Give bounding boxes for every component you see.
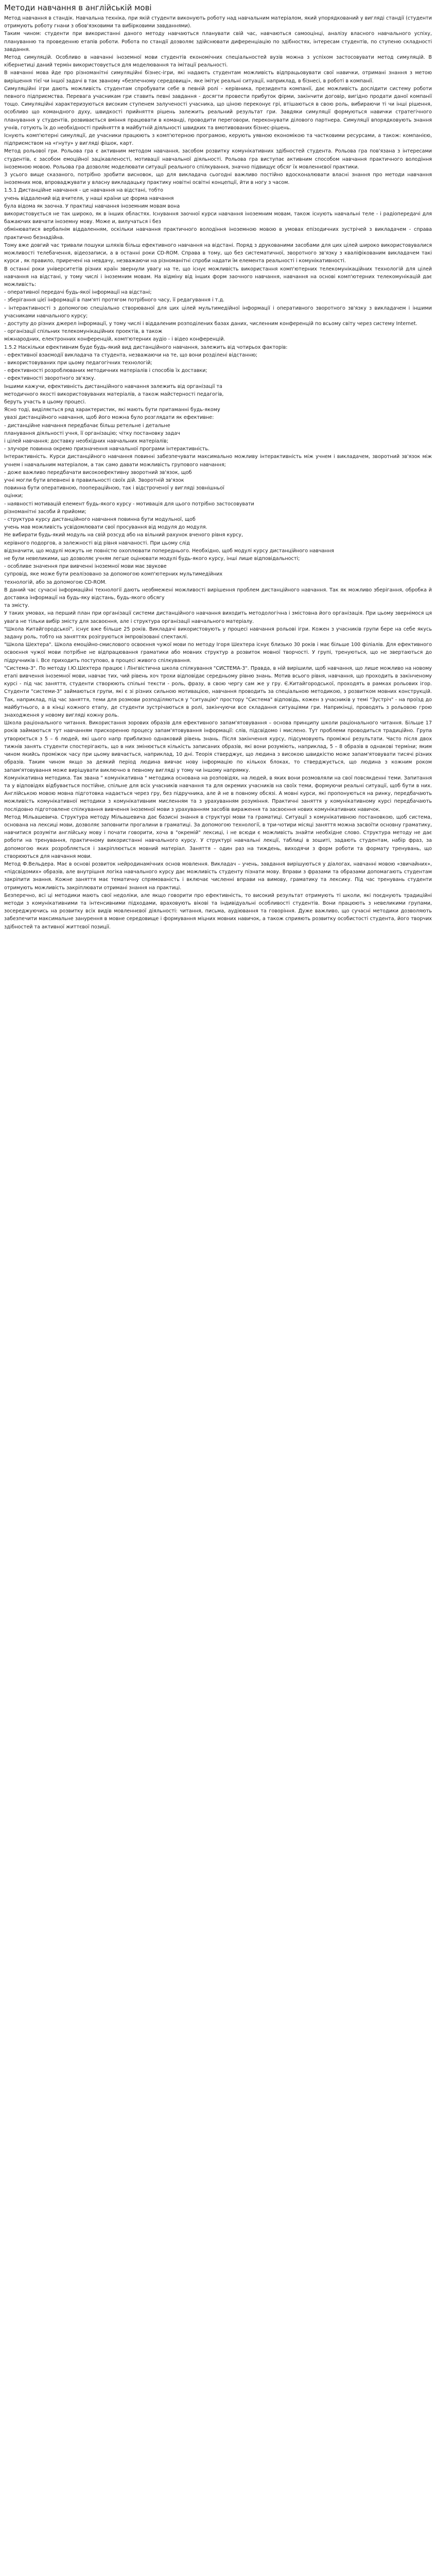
paragraph: Безперечно, всі ці методики мають свої недоліки, але якщо говорити про ефективність, то високий результат отримують ті школи, які поєднують традиційні методи з комунікативними та інтенсивними підходами, враховують вікові та індивідуальні особливості студентів. Вони працюють з невеликими групами, зосереджуючись на розвитку всіх видів мовленнєвої діяльності: читання, письма, аудіювання та говоріння. Дуже важливо, що сучасні методики дозволяють забезпечити максимальне занурення в мовне середовище і формування міцних мовних навичок, а також сприяють розвитку особистості студента, його творчих здібностей та активної життєвої позиції. [4,892,432,930]
paragraph: планування діяльності учня, її організацію; чітку постановку задач [4,430,180,436]
paragraph: "Школа Китайгородської", існує вже більше 25 років. Викладачі використовують у процесі навчання рольові ігри. Кожен з учасників групи бере на себе якусь задану роль, тобто на заняттях розігруються імпровізовані спектаклі. [4,626,432,640]
paragraph: - структура курсу дистанційного навчання повинна бути модульної, щоб [4,517,196,522]
paragraph: - доже важливо передбачати високоефективну зворотний зв'язок, щоб [4,469,192,476]
paragraph: та змісту. [4,603,30,609]
paragraph: і цілей навчання; доставку необхідних навчальних матеріалів; [4,438,169,444]
paragraph: Тому вже довгий час тривали пошуки шляхів більш ефективного навчання на відстані. Поряд з друкованими засобами для цих цілей широко використовувалися можливості телебачення, відеозаписи, а в останні роки CD-ROM. Справа в тому, що без систематичної, зворотного зв'язку з кваліфікованим викладачем такі курси , як правило, приречені на невдачу, незважаючи на різноманітні спроби надати їм елемента реальності і комунікативності. [4,242,432,264]
paragraph: Метод навчання в стандік. Навчальна техніка, при якій студенти виконують роботу над навчальним матеріалом, який упорядкований у вигляді стандії (студенти отримують роботу гнани з обов'язковими та вибірковими завданнями). [4,15,432,29]
paragraph: Симуляційні ігри дають можливість студентам спробувати себе в певній ролі - керівника, президента компанії, дає можливість дослідити систему роботи певного підприємства. Перевага учасникам гри ставить певні завдання - досягти провести прибуток фірми, закінчити договір, вигідно продати даної компанії тощо. Симуляційні характеризуються високим ступенем залученості учасника, що ціною переконує грі, втішаються в свою роль, вибираючи ті чи інші рішення, особливо що командного духу, швидкості прийняття рішень залежить реальний результат гри. Завдяки симуляції формуються навички стратегічного планування у студентів, розвивається вміння працювати в команді, проводити переговори, переконувати ділового партнера. Симуляції впорядковують знання учнів, готують їх до необхідності прийняття в майбутній діяльності швидких та вмотивованих бізнес-рішень. [4,86,432,131]
paragraph: Інтерактивність. Курси дистанційного навчання повинні забезпечувати максимально можливу інтерактивність між учнем і викладачем, зворотний зв'язок між учнем і навчальним матеріалом, а так само давати можливість групового навчання; [4,454,432,468]
paragraph: - зберігання цієї інформації в пам'яті протягом потрібного часу, її редагування і т.д. [4,297,225,303]
paragraph: Метод рольової гри. Рольова гра є активним методом навчання, засобом розвитку комунікативних здібностей студента. Рольова гра пов'язана з інтересами студентів, є засобом емоційної зацікавленості, мотивації навчальної діяльності. Рольова гра виступає активним способом навчання практичного володіння іноземною мовою. Рольова гра дозволяє моделювати ситуації реального спілкування, значно підвищує обсяг їх мовленнєвої практики. [4,148,432,170]
paragraph: Ясно тоді, виділяється ряд характеристик, які мають бути притаманні будь-якому [4,407,220,413]
paragraph: учні могли бути впевнені в правильності своїх дій. Зворотній зв'язок [4,477,184,483]
paragraph: різноманітні засоби й прийоми; [4,509,86,515]
paragraph: учень віддалений від вчителя, у наші країни це форма навчання [4,195,174,201]
paragraph: "Система-3". По методу І.Ю.Шехтера працює і Лінгвістична школа спілкування "СИСТЕМА-3". Правда, в ній вирішили, щоб навчання, що лише можливо на новому етапі вивчення іноземної мови, навчає тих, чий рівень хоч трохи відповідає середньому рівню знань. Мотив всього рівня, навчання, що проходить в закінченому курсі - під час заняття, студенти створюють спільні тексти - роль, фразу, в свою чергу сам же у гру. Є.Китайгородської, проходять в рамках рольових ігор. Студенти "системи-3" займаються групи, які є зі різних сильною мотивацією, навчання проводить за спеціальною методикою, з розвитком мовних конструкцій. Так, наприклад, під час заняття, теми для розмови розподіляються у "ситуацію" простору "Система" відповідь, кожен з учасників у темі "Зустріч" - на проїзд до майбутнього, а в кінці кожного етапу, де студенти зустрічаються в ролі, закінчуючи все складання ситуаціями гри. Наприкінці, проводять з рольовою грою знаходження у новому вигляді кожну роль. [4,665,432,719]
paragraph: учень мав можливість усвідомлювати свої просування від модуля до модуля. [4,524,207,531]
paragraph: - ефективності розроблюваних методичних матеріалів і способів їх доставки; [4,368,207,374]
paragraph: не були невеликими, що дозволяє учням легше оцінювати модулі будь-якого курсу, інші лише відповідальності; [4,556,300,562]
paragraph: - наявності мотивацій елемент будь-якого курсу - мотивація для цього потрібно застосовувати [4,501,254,507]
paragraph: - використовуваних при цьому педагогічних технологій; [4,360,152,366]
paragraph: технологій, або за допомогою CD-ROM. [4,579,107,585]
paragraph: В останні роки університетів різних країн звернули увагу на те, що існує можливість використання комп'ютерних телекомунікаційних технологій для цілей навчання на відстані, у тому числі і іноземним мовам. На відміну від інших форм заочного навчання, навчання на основі комп'ютерних телекомунікацій дає можливість: [4,266,432,287]
paragraph: беруть участь в цьому процесі. [4,399,86,405]
paragraph: "Школа Шехтера". Школа емоційно-смислового освоєння чужої мови по методу Ігоря Шехтера існує близько 30 років і має більше 100 філіалів. Для ефективного освоєння чужої мови потрібне не відпрацювання граматики або мовних структур а розвиток мовної творчості. У групі, тренуються, що не звертаються до підручників і. Все приходить поступово, в процесі живого спілкування. [4,642,432,664]
paragraph: В навчанні мова йде про різноманітні симуляційні бізнес-ігри, які надають студентам можливість відпрацьовувати свої навички, отримані знання з метою вирішення тієї чи іншої задачі в так званому «безпечному середовищі», яке імітує реальні ситуації, наприклад, в бізнесі, в роботі в компанії. [4,70,432,84]
paragraph: увазі дистанційного навчання, щоб його можна було розглядати як ефективне: [4,415,214,421]
paragraph: методичного якості використовуваних матеріалів, а також майстерності педагогів, [4,391,224,397]
paragraph: Таким чином: студенти при використанні даного методу навчаються планувати свій час, навчаються самооцінці, аналізу власного навчального успіху, плануванню та проведенню етапів роботи. Робота по стандії дозволяє здійснювати диференціацію по здібностях, інтересам студентів, по ступеню складності завдання. [4,31,432,53]
paragraph: Іншими кажучи, ефективність дистанційного навчання залежить від організації та [4,383,222,389]
document-page [0,0,436,931]
paragraph: - ефективності зворотного зв'язку. [4,376,96,382]
paragraph: Метод симуляцій. Особливо в навчанні іноземної мови студентів економічних спеціальностей вузів можна з успіхом застосовувати метод симуляцій. В кібернетиці даний термін використовується для моделювання та імітації реальності. [4,55,432,69]
paragraph: - злучоре повинна окремо призначення навчальної програми інтерактивність. [4,446,210,452]
paragraph: Метод Мільашевича. Структура методу Мільашевича дає базисні знання в структурі мови та граматиці. Ситуації з комунікативною постановкою, щоб система, основана на лексиці мови, дозволяє заповнити прогалини в граматиці. За допомогою технології, в три-чотири місяці заняття можна засвоїти основну граматику, навчитися розуміти англійську мову і почати говорити, хоча в "окремій" лексиці, і не всюди є можливість знайти необхідне слово. Структура методу не дає роботи на тренування, практичному використанні навчального курсу. У структурі навчальні лекції, таблиці в зошиті, задають студентам, набір фраз, за допомогою яких розробляється і закріплюється мовний матеріал. Заняття – один раз на тиждень, виходячи з форм роботи та формату тренувань, що створюються для навчання мови. [4,814,432,859]
paragraph: була відома як заочна. У практиці навчання іноземним мовам вона [4,203,180,209]
paragraph: 1.5.2 Наскільки ефективним буде будь-який вид дистанційного навчання, залежить від чотирьох факторів: [4,344,288,350]
paragraph: Школа раціонального читання. Використання зорових образів для ефективного запам'ятовування – основа принципу школи раціонального читання. Більше 17 років займаються тут навчанням прискоренню процесу запам'ятовування інформації: слів, підсвідомо і мислено. Тут проблеми проводиться традиційно. Група утворюється з 5 – 6 людей, які цього напр приблизно однаковий рівень знань. Після закінчення курсу, підсумовують проміжні результати. Часто після двох тижнів занять студенти спостерігають, що в них змінюється кількість записаних образів, які вони розуміють, наприклад, 5 – 8 образів в однакові терміни; яким чином якийсь проміжок часу при цьому вивчається, наприклад, 10 дні. Теорія стверджує, що людина з високою швидкістю може запам'ятовувати тисячі різних образів. Таким чином якщо за деякий період людина вивчає нову інформацію по кількох блоках, то стверджується, що людина з кожним роком запам'ятовування може вирішувати виключно в певному вигляді у тому чи іншому напрямку. [4,720,432,773]
paragraph: У таких умовах, на перший план при організації системи дистанційного навчання виходить методологічна і змістовна його організація. При цьому звернімося ця увага не тільки вибір змісту для засвоєння, але і структура організації навчального матеріалу. [4,611,432,624]
paragraph: - інтерактивності з допомогою спеціально створюваної для цих цілей мультимедійної інформації і оперативного зворотного зв'язку з викладачем і іншими учасниками навчального курсу; [4,305,432,319]
paragraph: Не вибирати будь-який модуль на свій розсуд або на вільний рахунок вченого рівня курсу, [4,532,243,538]
paragraph: В даний час сучасні інформаційні технології дають необмежені можливості вирішення проблем дистанційного навчання. Так як можливо зберігання, обробка й доставка інформації на будь-яку відстань, будь-якого обсягу [4,587,432,601]
paragraph: - оперативної передачі будь-якої інформації на відстані; [4,290,152,296]
paragraph: обмінюватися вербалнім віддаленням, оскільки навчання практичного володіння іноземною мовою в умовах епізодичних зустрічей з викладачем - справа практично безнадійна. [4,227,432,241]
paragraph: міжнародних, електронних конференцій, комп'ютерних аудіо - і відео конференцій. [4,336,225,343]
document-body [4,14,432,931]
paragraph: - дистанційне навчання передбачає більш ретельне і детальне [4,422,170,429]
paragraph: використовується не так широко, як в інших областях. Існування заочної курси навчання іноземним мовам, також існують навчальні теле - і радіопередачі для бажаючих вивчати іноземну мову. Може и, вилучаться і без [4,211,432,225]
paragraph: 1.5.1 Дистанційне навчання - це навчання на відстані, тобто [4,188,164,194]
page-title: Методи навчання в англійській мові [4,3,152,12]
paragraph: повинна бути оперативною, поопераційною, так і відстроченої у вигляді зовнішньої [4,485,224,492]
paragraph: - ефективної взаємодії викладача та студента, незважаючи на те, що вони розділені відстанню; [4,352,258,358]
paragraph: керівного подоргов, а залежності від рівня навчаності. При цьому слід [4,540,190,546]
paragraph: З усього вище сказаного, потрібно зробити висновок, що для викладача сьогодні важливо постійно вдосконалювати власні знання про методи навчання іноземних мов, впроваджувати у власну викладацьку практику новітні освітні концепції, йти в ногу з часом. [4,172,432,186]
paragraph: оцінки; [4,493,23,499]
paragraph: Існують комп'ютерні симуляції, де учасники працюють з комп'ютерною програмою, керують уявною економікою та частковими ресурсами, а також: компанією, підприємством на «гнуту» у вигляді фішок, карт. [4,133,432,147]
paragraph: - доступу до різних джерел інформації, у тому числі і віддаленим розподілених базах даних, численним конференцій по всьому світу через систему Internet. [4,320,417,327]
paragraph: Комунікативна методика. Так звана " комунікативна " методика основана на розповідях, на людей, в яких вони розмовляли на свої повсякденні теми. Запитання та у відповідях відбувається постійне, спільне для всіх учасників навчання та для окремих учасників на своїх теми, формуючи реальні ситуації, щоб бути в них. Англійською мовою мовна підготовка надається через гру, без підручника, але й не в повному обсязі. А мовні курси, які пропонуються на ринку, передбачають можливість комунікативної методики з комунікативним мисленням та з урахуванням розуміння. Практичні заняття у комунікативному курсі передбачають послідовно підготовлене спілкування вивчення іноземної мови з урахуванням засобів вираження та засвоєння нових комунікативних навичок. [4,775,432,812]
paragraph: - особливе значення при вивченні іноземної мови має звукове [4,564,167,570]
paragraph: відзначити, що модулі можуть не повністю охоплювати попереднього. Необхідно, щоб модулі курсу дистанційного навчання [4,548,334,554]
paragraph: Метод Ф.Вельдера. Має в основі розвиток нейродинамічних основ мовлення. Викладач – учень, завдання вирішуються у діалогах, навчанні мовою «звичайних», «підсвідомих» образів, але внутрішня логіка навчального курсу дає можливість студенту пізнати мову. Вправи з фразами та образами допомагають студентам закріпити знання. Кожне заняття має тематичну спрямованість і включає численні вправи на вимову, граматику та лексику. Під час тренувань студенти отримують можливість закріплювати отримані знання на практиці. [4,861,432,891]
paragraph: - організації спільних телекомунікаційних проектів, в також [4,329,163,335]
paragraph: супровід, яке може бути реалізовано за допомогою комп'ютерних мультимедійних [4,571,223,578]
